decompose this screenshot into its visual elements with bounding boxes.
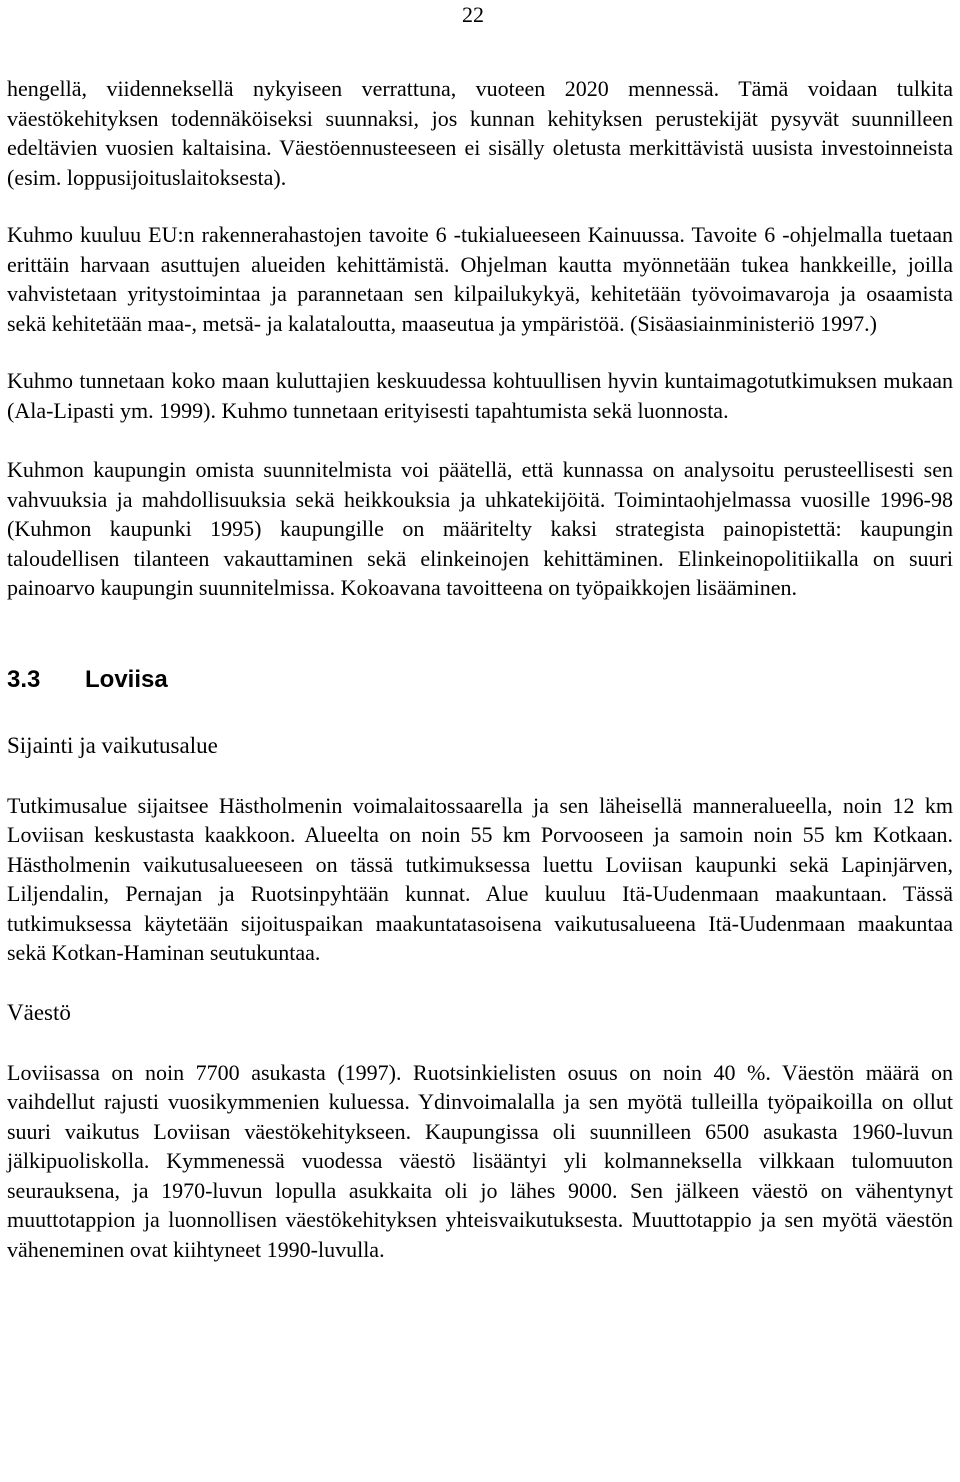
section-heading — [7, 665, 953, 695]
paragraph-population: Loviisassa on noin 7700 asukasta (1997). Ruotsinkielisten osuus on noin 40 %. Väestön määrä on vaihdellut rajusti vuosikymmenien kuluessa. Ydinvoimalalla ja sen myötä tulleilla työpaikoilla on ollut suuri vaikutus Loviisan väestökehitykseen. Kaupungissa oli suunnilleen 6500 asukasta 1960-luvun jälkipuoliskolla. Kymmenessä vuodessa väestö lisääntyi yli kolmanneksella vilkkaan tulomuuton seurauksena, ja 1970-luvun lopulla asukkaita oli jo lähes 9000. Sen jälkeen väestö on vähentynyt muuttotappion ja luonnollisen väestökehityksen yhteisvaikutuksesta. Muuttotappio ja sen myötä väestön väheneminen ovat kiihtyneet 1990-luvulla. — [7, 1059, 953, 1262]
subheading-location: Sijainti ja vaikutusalue — [7, 732, 218, 758]
paragraph-municipal-image: Kuhmo tunnetaan koko maan kuluttajien keskuudessa kohtuullisen hyvin kuntaimagotutkimuksen mukaan (Ala-Lipasti ym. 1999). Kuhmo tunnetaan erityisesti tapahtumista sekä luonnosta. — [7, 368, 953, 423]
paragraph-location: Tutkimusalue sijaitsee Hästholmenin voimalaitossaarella ja sen läheisellä manneralueella, noin 12 km Loviisan keskustasta kaakkoon. Alueelta on noin 55 km Porvooseen ja samoin noin 55 km Kotkaan. Hästholmenin vaikutusalueeseen on tässä tutkimuksessa luettu Loviisan kaupunki sekä Lapinjärven, Liljendalin, Pernajan ja Ruotsinpyhtään kunnat. Alue kuuluu Itä-Uudenmaan maakuntaan. Tässä tutkimuksessa käytetään sijoituspaikan maakuntatasoisena vaikutusalueena Itä-Uudenmaan maakuntaa sekä Kotkan-Haminan seutukuntaa. — [7, 792, 953, 965]
page-number: 22 — [462, 2, 484, 27]
paragraph-eu-funding: Kuhmo kuuluu EU:n rakennerahastojen tavoite 6 -tukialueeseen Kainuussa. Tavoite 6 -ohjelmalla tuetaan erittäin harvaan asuttujen alueiden kehittämistä. Ohjelman kautta myönnetään tukea hankkeille, joilla vahvistetaan yritystoimintaa ja parannetaan sen kilpailukykyä, kehitetään työvoimavaroja ja osaamista sekä kehitetään maa-, metsä- ja kalataloutta, maaseutua ja ympäristöä. (Sisäasiainministeriö 1997.) — [7, 222, 953, 336]
paragraph-population-forecast: hengellä, viidenneksellä nykyiseen verrattuna, vuoteen 2020 mennessä. Tämä voidaan tulkita väestökehityksen todennäköiseksi suunnaksi, jos kunnan kehityksen perustekijät pysyvät suunnilleen edeltävien vuosien kaltaisina. Väestöennusteeseen ei sisälly oletusta merkittävistä uusista investoinneista (esim. loppusijoituslaitoksesta). — [7, 76, 953, 190]
subheading-population: Väestö — [7, 999, 71, 1025]
paragraph-municipal-plans: Kuhmon kaupungin omista suunnitelmista voi päätellä, että kunnassa on analysoitu perusteellisesti sen vahvuuksia ja mahdollisuuksia sekä heikkouksia ja uhkatekijöitä. Toimintaohjelmassa vuosille 1996-98 (Kuhmon kaupunki 1995) kaupungille on määritelty kaksi strategista painopistettä: kaupungin taloudellisen tilanteen vakauttaminen sekä elinkeinojen kehittäminen. Elinkeinopolitiikalla on suuri painoarvo kaupungin suunnitelmissa. Kokoavana tavoitteena on työpaikkojen lisääminen. — [7, 457, 953, 600]
section-number: 3.3 — [7, 665, 41, 693]
section-title: Loviisa — [85, 665, 168, 693]
document-body — [7, 74, 953, 1264]
